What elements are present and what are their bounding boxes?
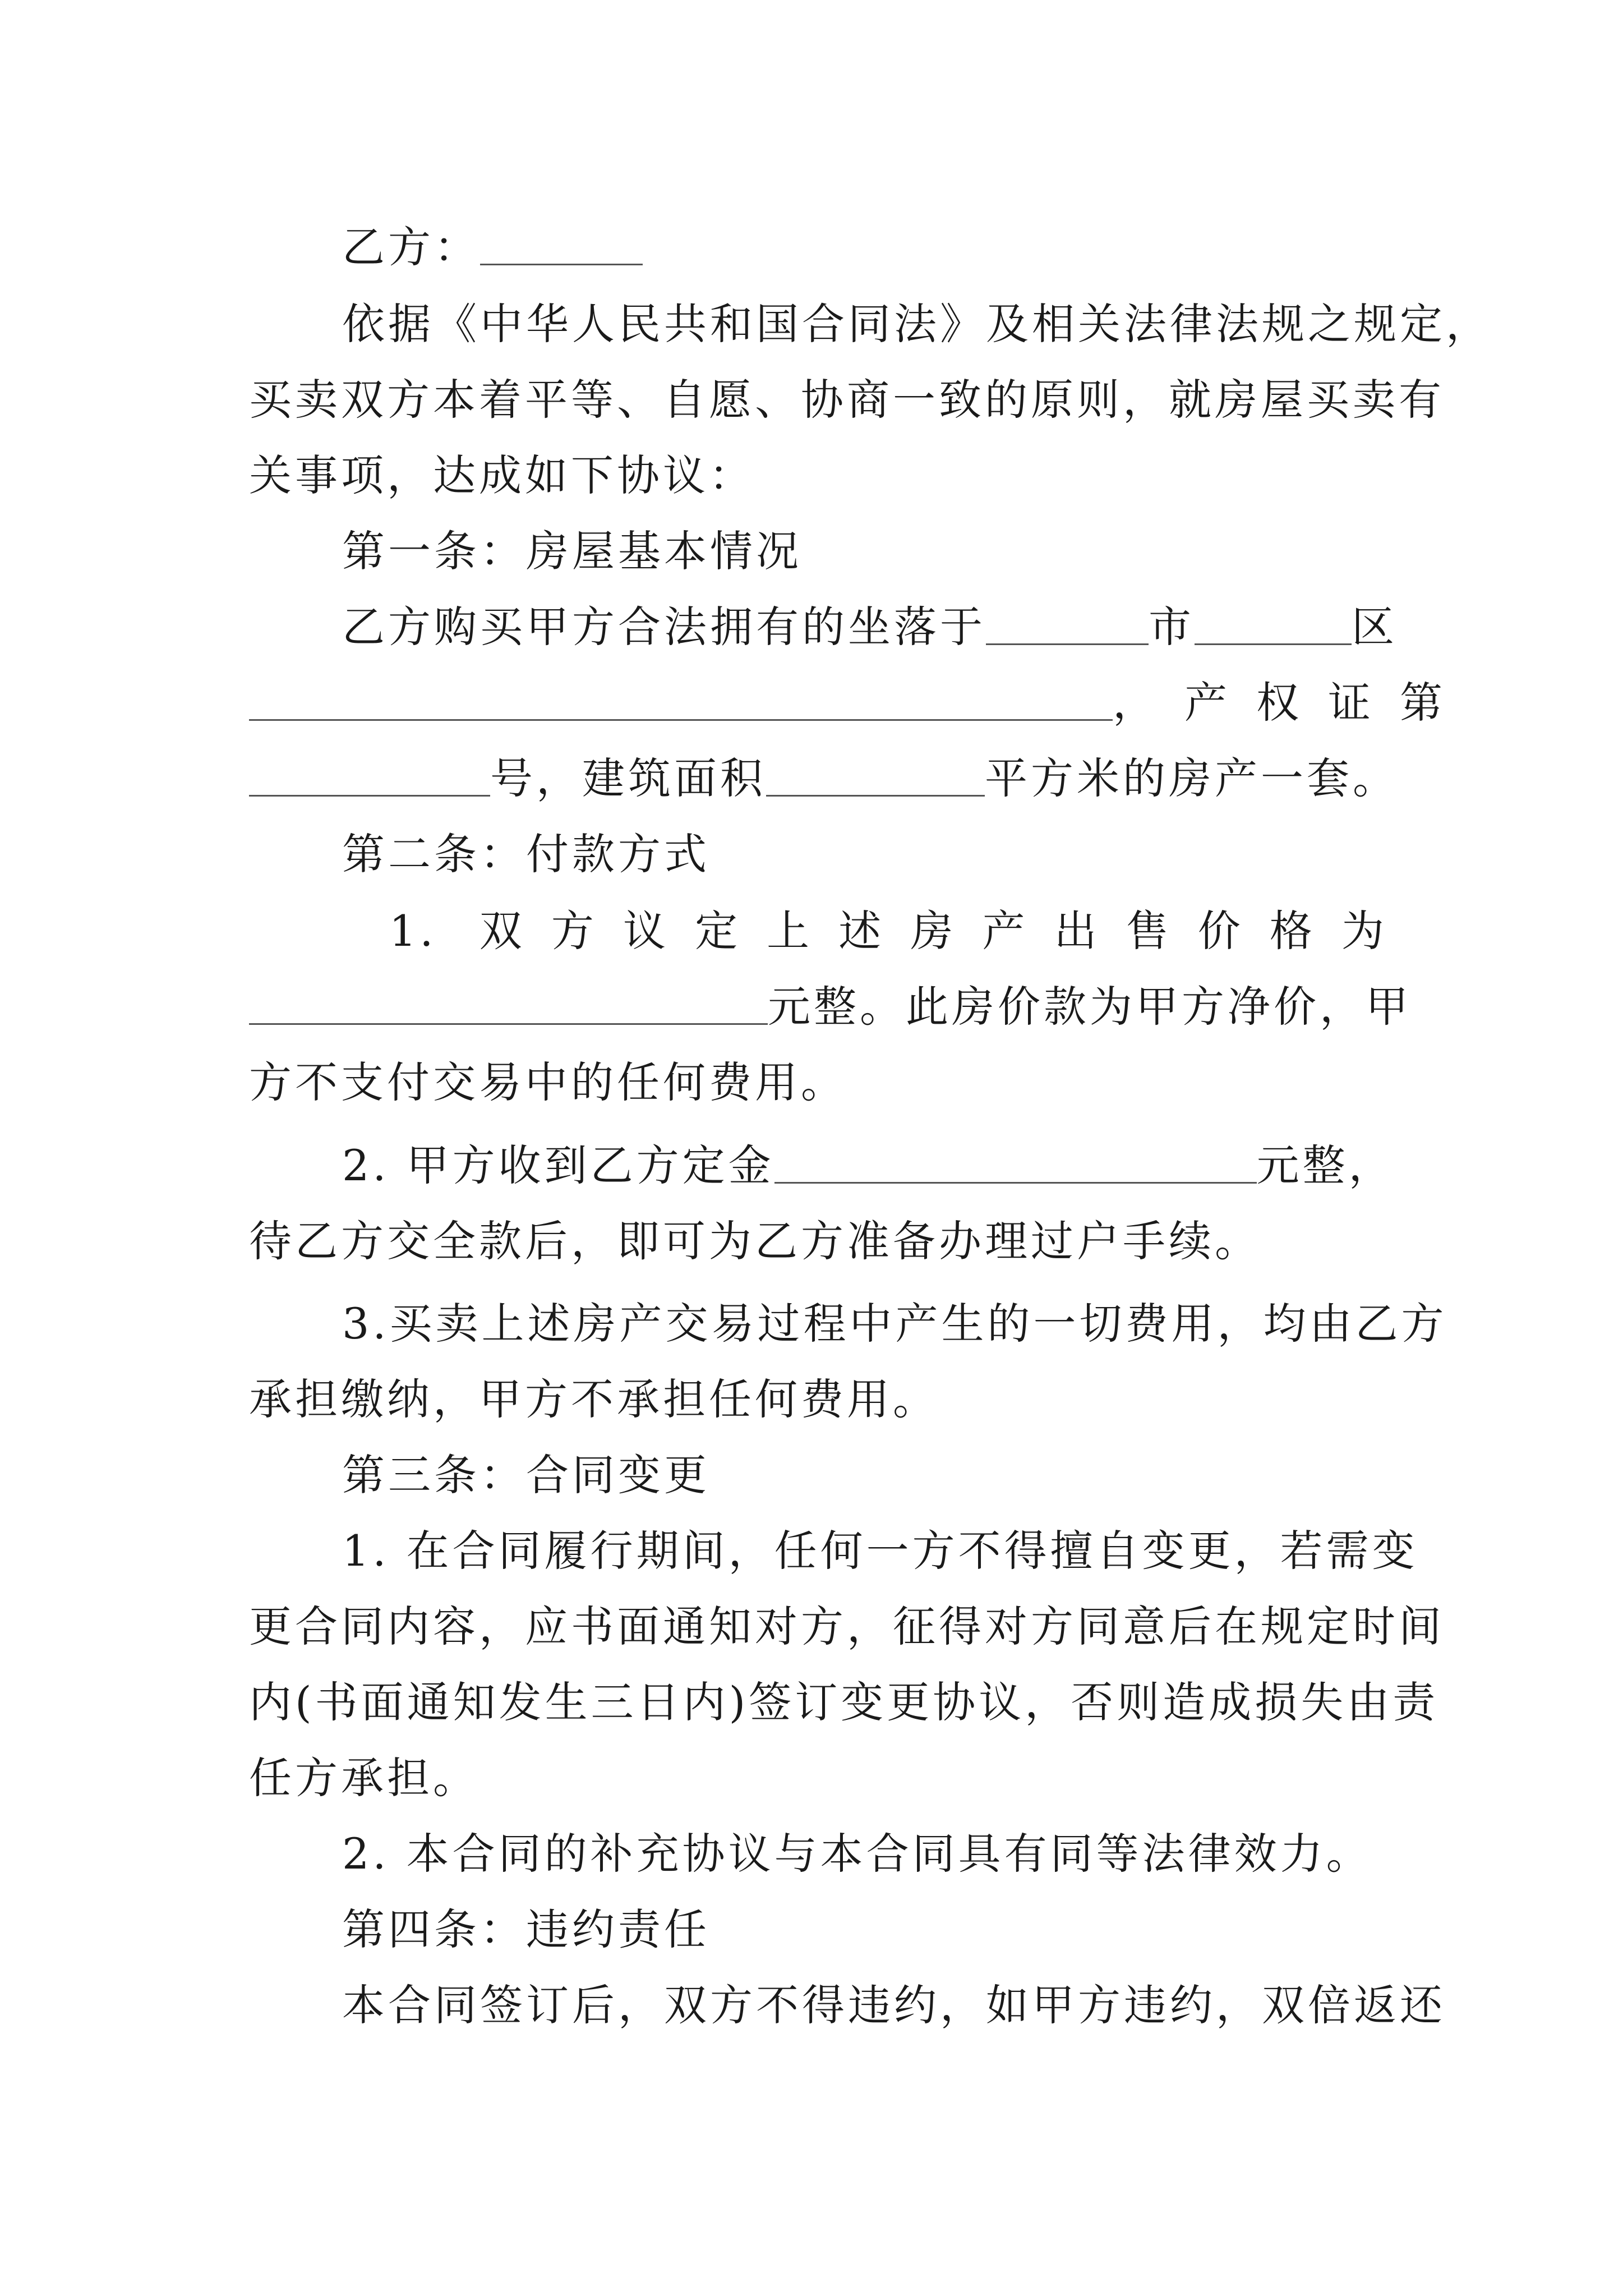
article-3-title: 第三条：合同变更 [342, 1450, 710, 1500]
article-2-title: 第二条：付款方式 [342, 829, 710, 879]
article-1-heading [249, 513, 1387, 590]
area-unit-text: 平方米的房产一套。 [985, 753, 1399, 803]
change-text-1: 1. 在合同履行期间，任何一方不得擅自变更，若需变 [342, 1526, 1418, 1576]
party-b-line [249, 209, 1387, 286]
deposit-blank[interactable] [774, 1137, 1257, 1184]
price-note-text: 方不支付交易中的任何费用。 [249, 1057, 847, 1107]
paragraph-line [249, 1361, 1387, 1438]
article-1-title: 第一条：房屋基本情况 [342, 526, 802, 576]
certificate-label: ，产权证第 [1113, 678, 1472, 728]
paragraph-line [249, 1967, 1446, 2044]
article-3-heading [249, 1437, 1387, 1513]
price-blank[interactable] [249, 978, 768, 1025]
change-text-2: 更合同内容，应书面通知对方，征得对方同意后在规定时间 [249, 1602, 1445, 1651]
paragraph-line [249, 1513, 1418, 1589]
paragraph-line [249, 1816, 1387, 1892]
preamble-text-1: 依据《中华人民共和国合同法》及相关法律法规之规定， [342, 299, 1492, 349]
paragraph-line [249, 665, 1472, 741]
article-4-heading [249, 1892, 1387, 1968]
party-b-blank[interactable] [480, 219, 643, 265]
deposit-unit-text: 元整， [1256, 1140, 1395, 1190]
area-label: 号，建筑面积 [490, 753, 766, 803]
change-text-3: 内(书面通知发生三日内)签订变更协议，否则造成损失由责 [249, 1677, 1439, 1727]
preamble-text-3: 关事项，达成如下协议： [249, 450, 755, 500]
paragraph-line [249, 1664, 1439, 1741]
deposit-text: 2. 甲方收到乙方定金 [342, 1140, 774, 1190]
paragraph-line [249, 1740, 1387, 1816]
paragraph-line [249, 438, 1387, 514]
district-blank[interactable] [1195, 599, 1352, 645]
supplement-text: 2. 本合同的补充协议与本合同具有同等法律效力。 [342, 1829, 1372, 1879]
paragraph-line [249, 1203, 1387, 1280]
article-4-title: 第四条：违约责任 [342, 1904, 710, 1954]
paragraph-line [249, 286, 1492, 362]
address-blank[interactable] [249, 674, 1113, 721]
paragraph-line [249, 589, 1398, 665]
certificate-number-blank[interactable] [249, 750, 490, 797]
paragraph-line [249, 1286, 1447, 1362]
fees-text-2: 承担缴纳，甲方不承担任何费用。 [249, 1374, 939, 1424]
price-text: 1. 双方议定上述房产出售价格为 [389, 906, 1387, 956]
breach-text: 本合同签订后，双方不得违约，如甲方违约，双倍返还 [342, 1980, 1446, 2030]
paragraph-line [249, 1128, 1395, 1204]
paragraph-line [249, 893, 1387, 969]
price-unit-text: 元整。此房价款为甲方净价，甲 [768, 982, 1412, 1032]
city-blank[interactable] [986, 599, 1149, 645]
transfer-text: 待乙方交全款后，即可为乙方准备办理过户手续。 [249, 1216, 1261, 1266]
article-2-heading [249, 816, 1387, 892]
district-label: 区 [1352, 602, 1398, 652]
paragraph-line [249, 969, 1412, 1045]
fees-text-1: 3.买卖上述房产交易过程中产生的一切费用，均由乙方 [342, 1299, 1447, 1349]
paragraph-line [249, 1045, 1387, 1121]
paragraph-line [249, 1589, 1445, 1665]
preamble-text-2: 买卖双方本着平等、自愿、协商一致的原则，就房屋买卖有 [249, 375, 1445, 425]
area-blank[interactable] [766, 750, 985, 797]
location-text: 乙方购买甲方合法拥有的坐落于 [342, 602, 986, 652]
city-label: 市 [1149, 602, 1195, 652]
change-text-4: 任方承担。 [249, 1753, 479, 1803]
party-b-label: 乙方： [342, 222, 480, 272]
paragraph-line [249, 362, 1445, 438]
paragraph-line [249, 740, 1399, 817]
